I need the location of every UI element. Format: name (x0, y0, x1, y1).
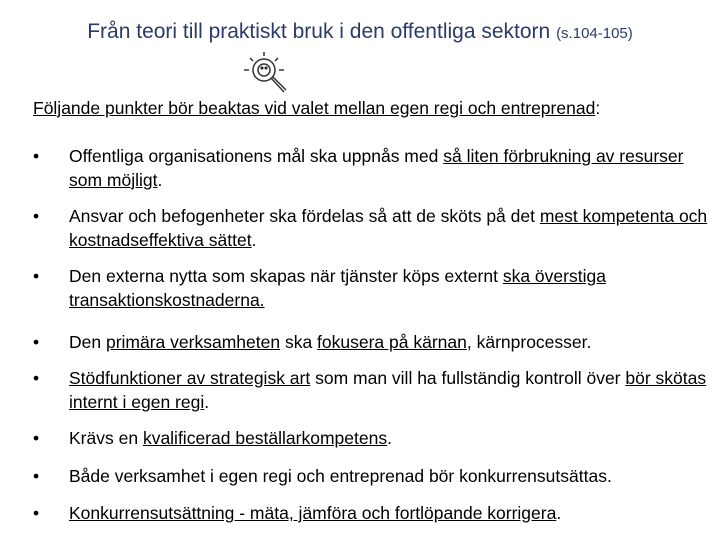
list-item-text (69, 330, 709, 354)
item-text: Offentliga organisationens mål ska uppnås med (69, 146, 444, 166)
item-text: . (387, 428, 392, 448)
item-underline: mest kompetenta och kostnadseffektiva sättet (69, 206, 708, 250)
item-text: Krävs en (69, 428, 143, 448)
item-underline: ska överstiga transaktionskostnaderna. (69, 266, 606, 310)
title-page-ref: (s.104-105) (556, 25, 633, 42)
bullet-icon: • (33, 503, 40, 523)
item-underline: Stödfunktioner av strategisk art (69, 368, 311, 388)
item-underline: kvalificerad beställarkompetens (142, 428, 388, 448)
item-underline: primära verksamheten (105, 332, 281, 352)
list-item-text (69, 204, 709, 252)
item-underline: bör skötas internt i egen regi (69, 368, 707, 412)
item-text: , kärnprocesser. (466, 332, 592, 352)
bullet-icon: • (33, 266, 40, 286)
intro-colon: : (595, 98, 601, 118)
item-text: Den externa nytta som skapas när tjänster köps externt (69, 266, 503, 286)
item-text: Den (69, 332, 106, 352)
item-text: . (157, 170, 163, 190)
item-text: ska (280, 332, 318, 352)
item-underline: Konkurrensutsättning - mäta, jämföra och fortlöpande korrigera (69, 503, 557, 523)
magnifier-logo-icon (240, 50, 296, 100)
bullet-icon: • (33, 206, 40, 226)
item-underline: fokusera på kärnan (317, 332, 467, 352)
list-item-text (69, 366, 709, 414)
bullet-icon: • (33, 466, 40, 486)
item-text: . (556, 503, 562, 523)
bullet-icon: • (33, 428, 40, 448)
slide-title (0, 20, 720, 44)
bullet-icon: • (33, 368, 40, 388)
list-item-text (69, 144, 709, 192)
list-item-text (69, 264, 709, 312)
list-item-text (69, 426, 709, 450)
item-text: Både verksamhet i egen regi och entreprenad bör konkurrensutsättas. (69, 466, 612, 486)
item-text: . (204, 392, 210, 412)
intro-text (33, 98, 600, 119)
item-text: Ansvar och befogenheter ska fördelas så att de sköts på det (69, 206, 540, 226)
title-main: Från teori till praktiskt bruk i den offentliga sektorn (87, 20, 557, 43)
bullet-icon: • (33, 146, 40, 166)
item-underline: så liten förbrukning av resurser som möjligt (69, 146, 684, 190)
list-item-text (69, 464, 709, 488)
item-text: . (251, 230, 257, 250)
list-item-text (69, 501, 709, 525)
intro-underlined: Följande punkter bör beaktas vid valet mellan egen regi och entreprenad (33, 98, 596, 118)
item-text: som man vill ha fullständig kontroll över (310, 368, 626, 388)
bullet-icon: • (33, 332, 40, 352)
